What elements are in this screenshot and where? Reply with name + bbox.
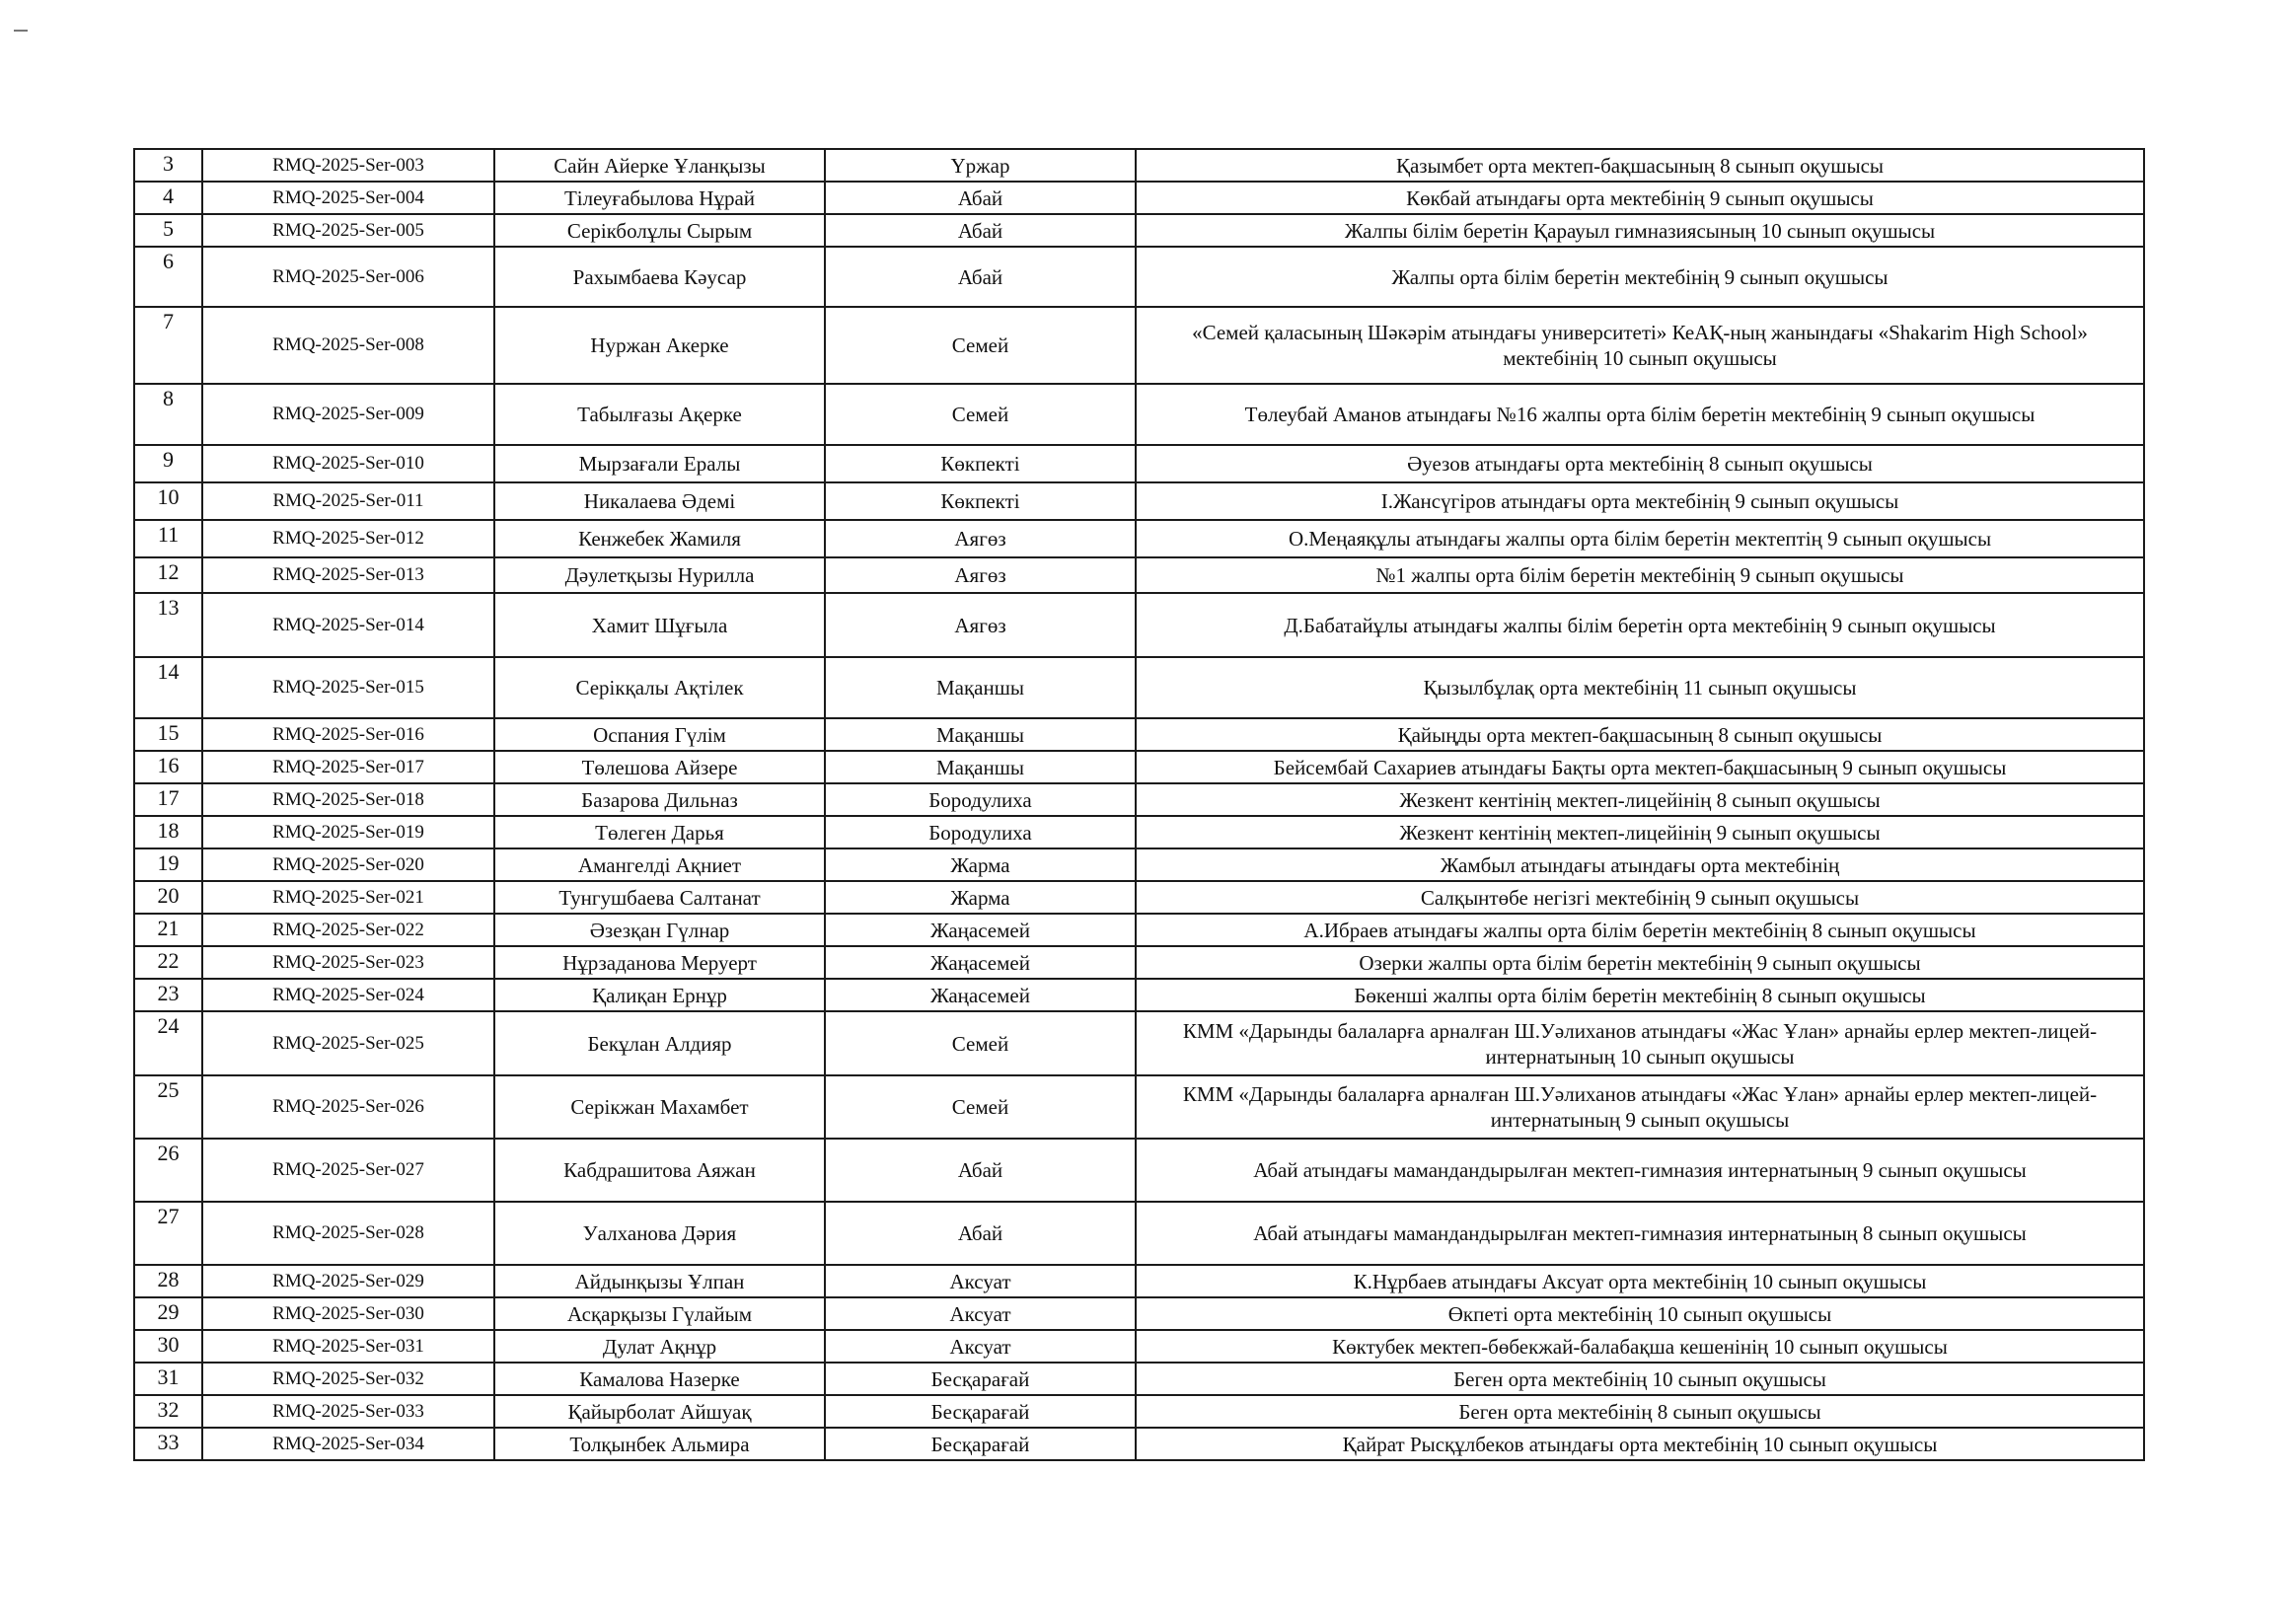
participant-name: Табылғазы Ақерке — [494, 384, 825, 445]
school: Жалпы орта білім беретін мектебінің 9 сынып оқушысы — [1136, 247, 2144, 307]
row-number: 13 — [134, 593, 202, 657]
participant-code: RMQ-2025-Ser-003 — [202, 149, 494, 182]
district: Семей — [825, 384, 1136, 445]
row-number: 16 — [134, 751, 202, 783]
participant-name: Төлеген Дарья — [494, 816, 825, 848]
school: К.Нұрбаев атындағы Аксуат орта мектебінің 10 сынып оқушысы — [1136, 1265, 2144, 1297]
table-row — [134, 718, 2144, 751]
table-row — [134, 593, 2144, 657]
table-row — [134, 816, 2144, 848]
table-row — [134, 1075, 2144, 1139]
school: Қазымбет орта мектеп-бақшасының 8 сынып оқушысы — [1136, 149, 2144, 182]
district: Жаңасемей — [825, 979, 1136, 1011]
participant-code: RMQ-2025-Ser-009 — [202, 384, 494, 445]
participant-name: Тунгушбаева Салтанат — [494, 881, 825, 914]
participant-code: RMQ-2025-Ser-015 — [202, 657, 494, 718]
school: Жамбыл атындағы атындағы орта мектебінің — [1136, 848, 2144, 881]
participant-name: Асқарқызы Гүлайым — [494, 1297, 825, 1330]
row-number: 9 — [134, 445, 202, 482]
school: Өкпеті орта мектебінің 10 сынып оқушысы — [1136, 1297, 2144, 1330]
participant-code: RMQ-2025-Ser-018 — [202, 783, 494, 816]
school: Бейсембай Сахариев атындағы Бақты орта мектеп-бақшасының 9 сынып оқушысы — [1136, 751, 2144, 783]
row-number: 19 — [134, 848, 202, 881]
participant-name: Айдынқызы Ұлпан — [494, 1265, 825, 1297]
school: №1 жалпы орта білім беретін мектебінің 9 сынып оқушысы — [1136, 557, 2144, 593]
school: Көктубек мектеп-бөбекжай-балабақша кешенінің 10 сынып оқушысы — [1136, 1330, 2144, 1363]
row-number: 29 — [134, 1297, 202, 1330]
district: Абай — [825, 214, 1136, 247]
row-number: 7 — [134, 307, 202, 384]
school: І.Жансүгіров атындағы орта мектебінің 9 сынып оқушысы — [1136, 482, 2144, 520]
school: Төлеубай Аманов атындағы №16 жалпы орта білім беретін мектебінің 9 сынып оқушысы — [1136, 384, 2144, 445]
school: Озерки жалпы орта білім беретін мектебінің 9 сынып оқушысы — [1136, 946, 2144, 979]
table-row — [134, 445, 2144, 482]
participant-code: RMQ-2025-Ser-030 — [202, 1297, 494, 1330]
table-row — [134, 657, 2144, 718]
table-row — [134, 149, 2144, 182]
school: Беген орта мектебінің 8 сынып оқушысы — [1136, 1395, 2144, 1428]
scan-mark — [14, 30, 28, 32]
participant-name: Қайырболат Айшуақ — [494, 1395, 825, 1428]
participants-table — [133, 148, 2145, 1461]
district: Аягөз — [825, 557, 1136, 593]
table-row — [134, 384, 2144, 445]
participant-name: Никалаева Әдемі — [494, 482, 825, 520]
table-row — [134, 1265, 2144, 1297]
district: Мақаншы — [825, 657, 1136, 718]
table-row — [134, 1297, 2144, 1330]
row-number: 26 — [134, 1139, 202, 1202]
participant-name: Камалова Назерке — [494, 1363, 825, 1395]
school: КММ «Дарынды балаларға арналған Ш.Уәлиханов атындағы «Жас Ұлан» арнайы ерлер мектеп-лицей-интернатының 10 сынып оқушысы — [1136, 1011, 2144, 1075]
participant-name: Мырзағали Ералы — [494, 445, 825, 482]
row-number: 28 — [134, 1265, 202, 1297]
participant-code: RMQ-2025-Ser-031 — [202, 1330, 494, 1363]
participant-code: RMQ-2025-Ser-006 — [202, 247, 494, 307]
school: Қызылбұлақ орта мектебінің 11 сынып оқушысы — [1136, 657, 2144, 718]
participant-name: Серікболұлы Сырым — [494, 214, 825, 247]
participant-code: RMQ-2025-Ser-014 — [202, 593, 494, 657]
school: Беген орта мектебінің 10 сынып оқушысы — [1136, 1363, 2144, 1395]
participant-code: RMQ-2025-Ser-010 — [202, 445, 494, 482]
participant-name: Серікқалы Ақтілек — [494, 657, 825, 718]
table-row — [134, 307, 2144, 384]
participant-code: RMQ-2025-Ser-021 — [202, 881, 494, 914]
participant-name: Базарова Дильназ — [494, 783, 825, 816]
participant-name: Дулат Ақнұр — [494, 1330, 825, 1363]
school: Қайыңды орта мектеп-бақшасының 8 сынып оқушысы — [1136, 718, 2144, 751]
district: Жаңасемей — [825, 946, 1136, 979]
table-row — [134, 1202, 2144, 1265]
participant-code: RMQ-2025-Ser-034 — [202, 1428, 494, 1460]
district: Көкпекті — [825, 445, 1136, 482]
table-row — [134, 751, 2144, 783]
district: Семей — [825, 307, 1136, 384]
row-number: 25 — [134, 1075, 202, 1139]
school: Жезкент кентінің мектеп-лицейінің 8 сынып оқушысы — [1136, 783, 2144, 816]
participant-name: Сайн Айерке Ұланқызы — [494, 149, 825, 182]
table-row — [134, 783, 2144, 816]
row-number: 21 — [134, 914, 202, 946]
participant-name: Хамит Шұғыла — [494, 593, 825, 657]
table-row — [134, 482, 2144, 520]
school: Жезкент кентінің мектеп-лицейінің 9 сынып оқушысы — [1136, 816, 2144, 848]
row-number: 23 — [134, 979, 202, 1011]
table-row — [134, 247, 2144, 307]
table-row — [134, 520, 2144, 557]
district: Семей — [825, 1075, 1136, 1139]
school: Салқынтөбе негізгі мектебінің 9 сынып оқушысы — [1136, 881, 2144, 914]
participant-name: Кенжебек Жамиля — [494, 520, 825, 557]
school: КММ «Дарынды балаларға арналған Ш.Уәлиханов атындағы «Жас Ұлан» арнайы ерлер мектеп-лицей-интернатының 9 сынып оқушысы — [1136, 1075, 2144, 1139]
table-row — [134, 914, 2144, 946]
participant-code: RMQ-2025-Ser-016 — [202, 718, 494, 751]
row-number: 5 — [134, 214, 202, 247]
district: Бородулиха — [825, 783, 1136, 816]
participant-code: RMQ-2025-Ser-017 — [202, 751, 494, 783]
participant-code: RMQ-2025-Ser-026 — [202, 1075, 494, 1139]
participant-name: Кабдрашитова Аяжан — [494, 1139, 825, 1202]
participant-code: RMQ-2025-Ser-029 — [202, 1265, 494, 1297]
participant-name: Нұрзаданова Меруерт — [494, 946, 825, 979]
district: Үржар — [825, 149, 1136, 182]
row-number: 31 — [134, 1363, 202, 1395]
district: Бесқарағай — [825, 1395, 1136, 1428]
district: Жарма — [825, 881, 1136, 914]
table-row — [134, 557, 2144, 593]
district: Абай — [825, 1139, 1136, 1202]
table-row — [134, 1428, 2144, 1460]
district: Көкпекті — [825, 482, 1136, 520]
row-number: 4 — [134, 182, 202, 214]
school: Жалпы білім беретін Қарауыл гимназиясының 10 сынып оқушысы — [1136, 214, 2144, 247]
district: Бесқарағай — [825, 1428, 1136, 1460]
school: Абай атындағы мамандандырылған мектеп-гимназия интернатының 8 сынып оқушысы — [1136, 1202, 2144, 1265]
district: Абай — [825, 1202, 1136, 1265]
table-row — [134, 182, 2144, 214]
participant-code: RMQ-2025-Ser-027 — [202, 1139, 494, 1202]
table-row — [134, 1395, 2144, 1428]
school: Қайрат Рысқұлбеков атындағы орта мектебінің 10 сынып оқушысы — [1136, 1428, 2144, 1460]
participant-code: RMQ-2025-Ser-022 — [202, 914, 494, 946]
table-row — [134, 1011, 2144, 1075]
table-row — [134, 979, 2144, 1011]
table-row — [134, 214, 2144, 247]
row-number: 27 — [134, 1202, 202, 1265]
row-number: 30 — [134, 1330, 202, 1363]
district: Аксуат — [825, 1297, 1136, 1330]
district: Жаңасемей — [825, 914, 1136, 946]
participant-code: RMQ-2025-Ser-025 — [202, 1011, 494, 1075]
participant-code: RMQ-2025-Ser-032 — [202, 1363, 494, 1395]
row-number: 33 — [134, 1428, 202, 1460]
row-number: 3 — [134, 149, 202, 182]
participant-name: Уалханова Дәрия — [494, 1202, 825, 1265]
participant-name: Толқынбек Альмира — [494, 1428, 825, 1460]
participant-name: Амангелді Ақниет — [494, 848, 825, 881]
row-number: 8 — [134, 384, 202, 445]
school: Д.Бабатайұлы атындағы жалпы білім беретін орта мектебінің 9 сынып оқушысы — [1136, 593, 2144, 657]
participant-code: RMQ-2025-Ser-005 — [202, 214, 494, 247]
school: «Семей қаласының Шәкәрім атындағы университеті» КеАҚ-ның жанындағы «Shakarim High School» мектебінің 10 сынып оқушысы — [1136, 307, 2144, 384]
participant-code: RMQ-2025-Ser-020 — [202, 848, 494, 881]
district: Аксуат — [825, 1330, 1136, 1363]
participant-name: Әзезқан Гүлнар — [494, 914, 825, 946]
row-number: 32 — [134, 1395, 202, 1428]
participant-name: Нуржан Акерке — [494, 307, 825, 384]
school: Абай атындағы мамандандырылған мектеп-гимназия интернатының 9 сынып оқушысы — [1136, 1139, 2144, 1202]
district: Аксуат — [825, 1265, 1136, 1297]
table-row — [134, 848, 2144, 881]
district: Бесқарағай — [825, 1363, 1136, 1395]
participant-name: Серікжан Махамбет — [494, 1075, 825, 1139]
district: Абай — [825, 247, 1136, 307]
school: Көкбай атындағы орта мектебінің 9 сынып оқушысы — [1136, 182, 2144, 214]
row-number: 6 — [134, 247, 202, 307]
participant-code: RMQ-2025-Ser-004 — [202, 182, 494, 214]
row-number: 12 — [134, 557, 202, 593]
row-number: 18 — [134, 816, 202, 848]
district: Аягөз — [825, 520, 1136, 557]
district: Мақаншы — [825, 718, 1136, 751]
participant-code: RMQ-2025-Ser-011 — [202, 482, 494, 520]
school: А.Ибраев атындағы жалпы орта білім беретін мектебінің 8 сынып оқушысы — [1136, 914, 2144, 946]
table-row — [134, 1139, 2144, 1202]
district: Абай — [825, 182, 1136, 214]
participant-code: RMQ-2025-Ser-008 — [202, 307, 494, 384]
participant-code: RMQ-2025-Ser-012 — [202, 520, 494, 557]
participant-code: RMQ-2025-Ser-013 — [202, 557, 494, 593]
row-number: 14 — [134, 657, 202, 718]
district: Жарма — [825, 848, 1136, 881]
district: Аягөз — [825, 593, 1136, 657]
row-number: 20 — [134, 881, 202, 914]
school: О.Меңаяқұлы атындағы жалпы орта білім беретін мектептің 9 сынып оқушысы — [1136, 520, 2144, 557]
table-row — [134, 946, 2144, 979]
row-number: 11 — [134, 520, 202, 557]
district: Семей — [825, 1011, 1136, 1075]
participant-code: RMQ-2025-Ser-028 — [202, 1202, 494, 1265]
participant-name: Тілеуғабылова Нұрай — [494, 182, 825, 214]
participant-name: Рахымбаева Кәусар — [494, 247, 825, 307]
table-row — [134, 881, 2144, 914]
row-number: 17 — [134, 783, 202, 816]
district: Бородулиха — [825, 816, 1136, 848]
participant-code: RMQ-2025-Ser-019 — [202, 816, 494, 848]
participant-name: Төлешова Айзере — [494, 751, 825, 783]
district: Мақаншы — [825, 751, 1136, 783]
table-row — [134, 1330, 2144, 1363]
participant-name: Оспания Гүлім — [494, 718, 825, 751]
participant-name: Бекұлан Алдияр — [494, 1011, 825, 1075]
participant-code: RMQ-2025-Ser-033 — [202, 1395, 494, 1428]
school: Бөкенші жалпы орта білім беретін мектебінің 8 сынып оқушысы — [1136, 979, 2144, 1011]
row-number: 24 — [134, 1011, 202, 1075]
participant-name: Дәулетқызы Нурилла — [494, 557, 825, 593]
school: Әуезов атындағы орта мектебінің 8 сынып оқушысы — [1136, 445, 2144, 482]
row-number: 10 — [134, 482, 202, 520]
row-number: 15 — [134, 718, 202, 751]
participant-name: Қалиқан Ернұр — [494, 979, 825, 1011]
table-row — [134, 1363, 2144, 1395]
participant-code: RMQ-2025-Ser-024 — [202, 979, 494, 1011]
participant-code: RMQ-2025-Ser-023 — [202, 946, 494, 979]
row-number: 22 — [134, 946, 202, 979]
